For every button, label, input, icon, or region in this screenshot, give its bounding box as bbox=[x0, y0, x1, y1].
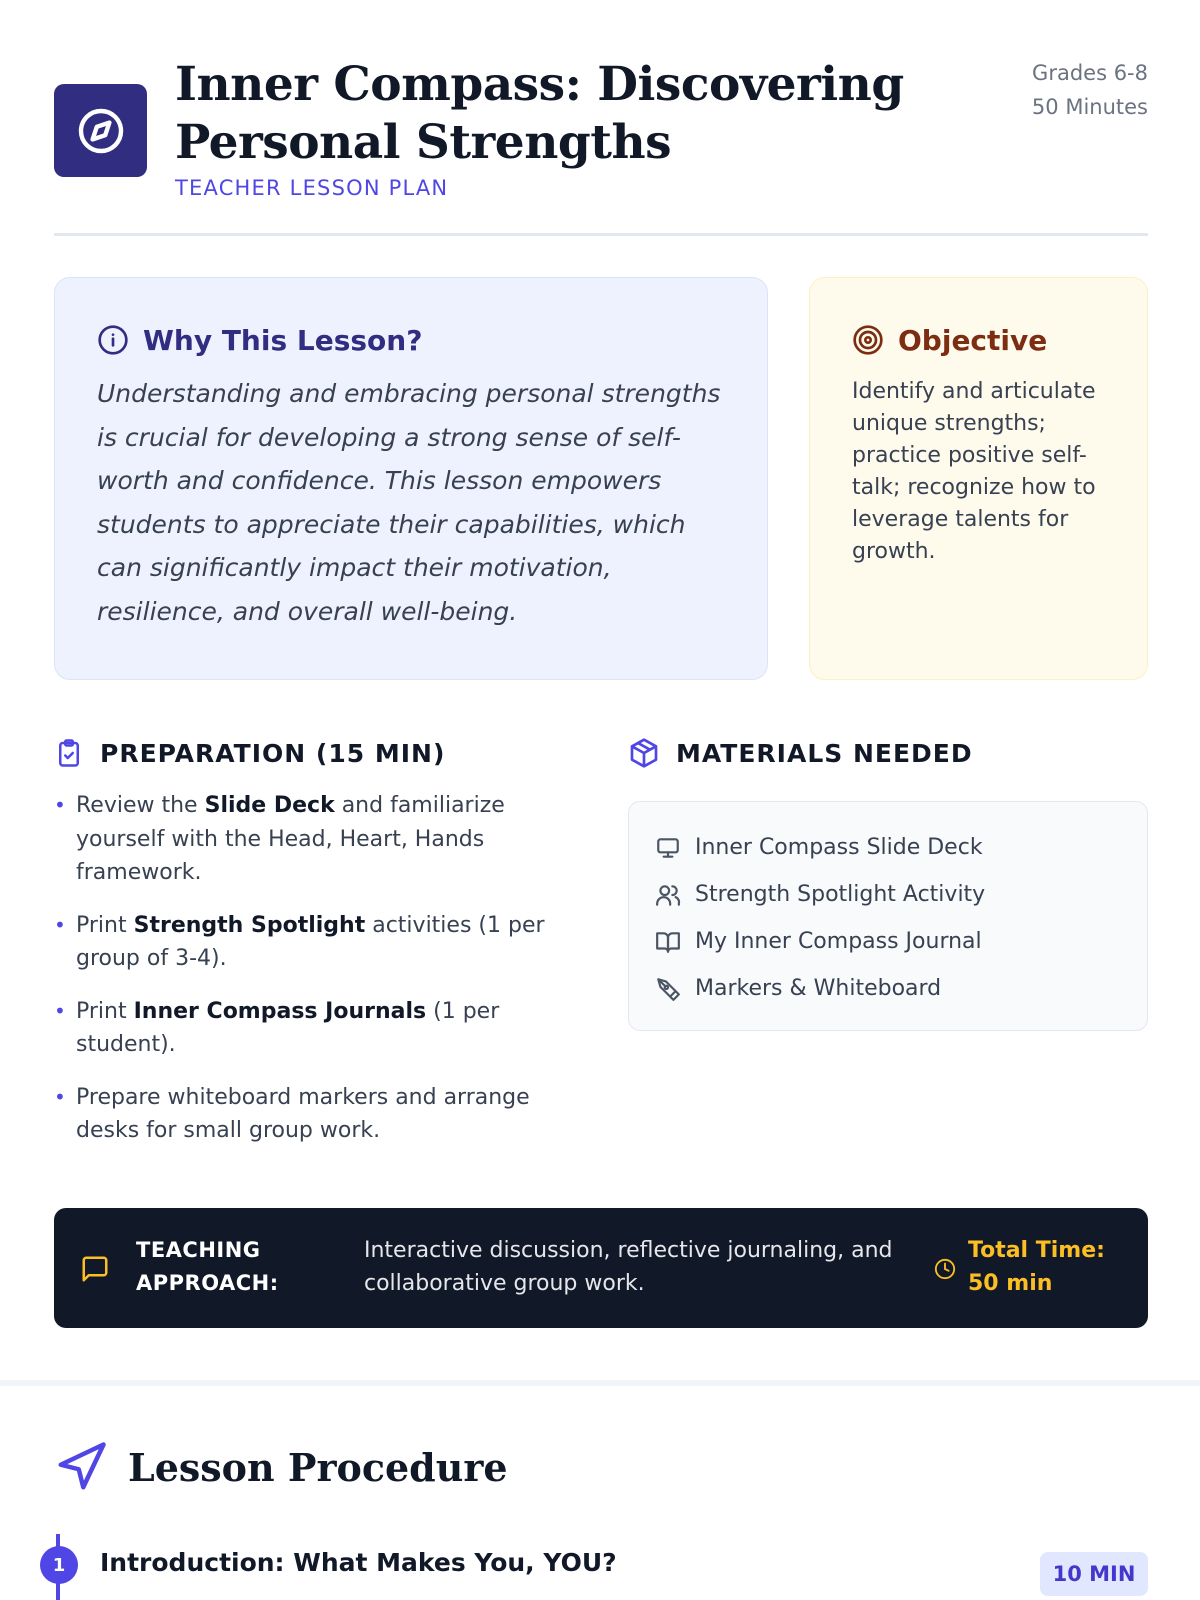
why-heading: Why This Lesson? bbox=[143, 323, 423, 357]
preparation-list bbox=[54, 789, 554, 1148]
lesson-duration: 50 Minutes bbox=[1031, 95, 1148, 119]
pen-tool-icon bbox=[655, 976, 681, 1002]
section-divider bbox=[0, 1380, 1200, 1386]
list-item: My Inner Compass Journal bbox=[655, 918, 1121, 965]
book-open-icon bbox=[655, 929, 681, 955]
procedure-heading: Lesson Procedure bbox=[128, 1444, 508, 1490]
objective-body: Identify and articulate unique strengths; practice positive self-talk; recognize how to leverage talents for growth. bbox=[852, 379, 1096, 564]
list-item: • Review the Slide Deck and familiarize yourself with the Head, Heart, Hands framework. bbox=[54, 789, 554, 890]
step-number-badge: 1 bbox=[40, 1546, 78, 1584]
clipboard-check-icon bbox=[54, 738, 84, 768]
lesson-header bbox=[54, 56, 1148, 236]
info-icon bbox=[97, 324, 129, 356]
message-square-icon bbox=[80, 1254, 110, 1284]
logo bbox=[54, 84, 147, 177]
procedure-header bbox=[54, 1440, 508, 1494]
why-body: Understanding and embracing personal strengths is crucial for developing a strong sense of self-worth and confidence. This lesson empowers students to appreciate their capabilities, which can significantly impact their motivation, resilience, and overall well-being. bbox=[97, 379, 721, 626]
list-item: • Print Strength Spotlight activities (1 per group of 3-4). bbox=[54, 909, 554, 976]
users-icon bbox=[655, 882, 681, 908]
list-item: Strength Spotlight Activity bbox=[655, 871, 1121, 918]
target-icon bbox=[852, 324, 884, 356]
why-this-lesson-card bbox=[54, 277, 768, 680]
approach-text: Interactive discussion, reflective journaling, and collaborative group work. bbox=[364, 1238, 893, 1296]
materials-heading: MATERIALS NEEDED bbox=[676, 738, 973, 768]
package-icon bbox=[628, 737, 660, 769]
compass-icon bbox=[77, 107, 125, 155]
list-item: • Prepare whiteboard markers and arrange desks for small group work. bbox=[54, 1081, 554, 1148]
teaching-approach-banner bbox=[54, 1208, 1148, 1328]
materials-section bbox=[628, 733, 1148, 1031]
list-item: • Print Inner Compass Journals (1 per student). bbox=[54, 995, 554, 1062]
objective-heading: Objective bbox=[898, 323, 1048, 357]
lesson-meta bbox=[1028, 56, 1148, 124]
preparation-section bbox=[54, 733, 554, 1167]
step-duration-badge: 10 MIN bbox=[1040, 1552, 1148, 1596]
list-item: Inner Compass Slide Deck bbox=[655, 824, 1121, 871]
monitor-icon bbox=[655, 835, 681, 861]
page-subtitle: TEACHER LESSON PLAN bbox=[175, 176, 449, 200]
step-title: Introduction: What Makes You, YOU? bbox=[100, 1548, 617, 1577]
preparation-heading: PREPARATION (15 MIN) bbox=[100, 738, 446, 768]
objective-card bbox=[809, 277, 1148, 680]
list-item: Markers & Whiteboard bbox=[655, 965, 1121, 1012]
page-title: Inner Compass: Discovering Personal Strengths bbox=[175, 57, 904, 170]
approach-label: TEACHING APPROACH: bbox=[136, 1238, 279, 1295]
navigation-icon bbox=[54, 1440, 108, 1494]
materials-list bbox=[628, 801, 1148, 1031]
total-time: Total Time: 50 min bbox=[968, 1238, 1105, 1296]
grade-level: Grades 6-8 bbox=[1032, 61, 1148, 85]
clock-icon bbox=[934, 1258, 956, 1280]
